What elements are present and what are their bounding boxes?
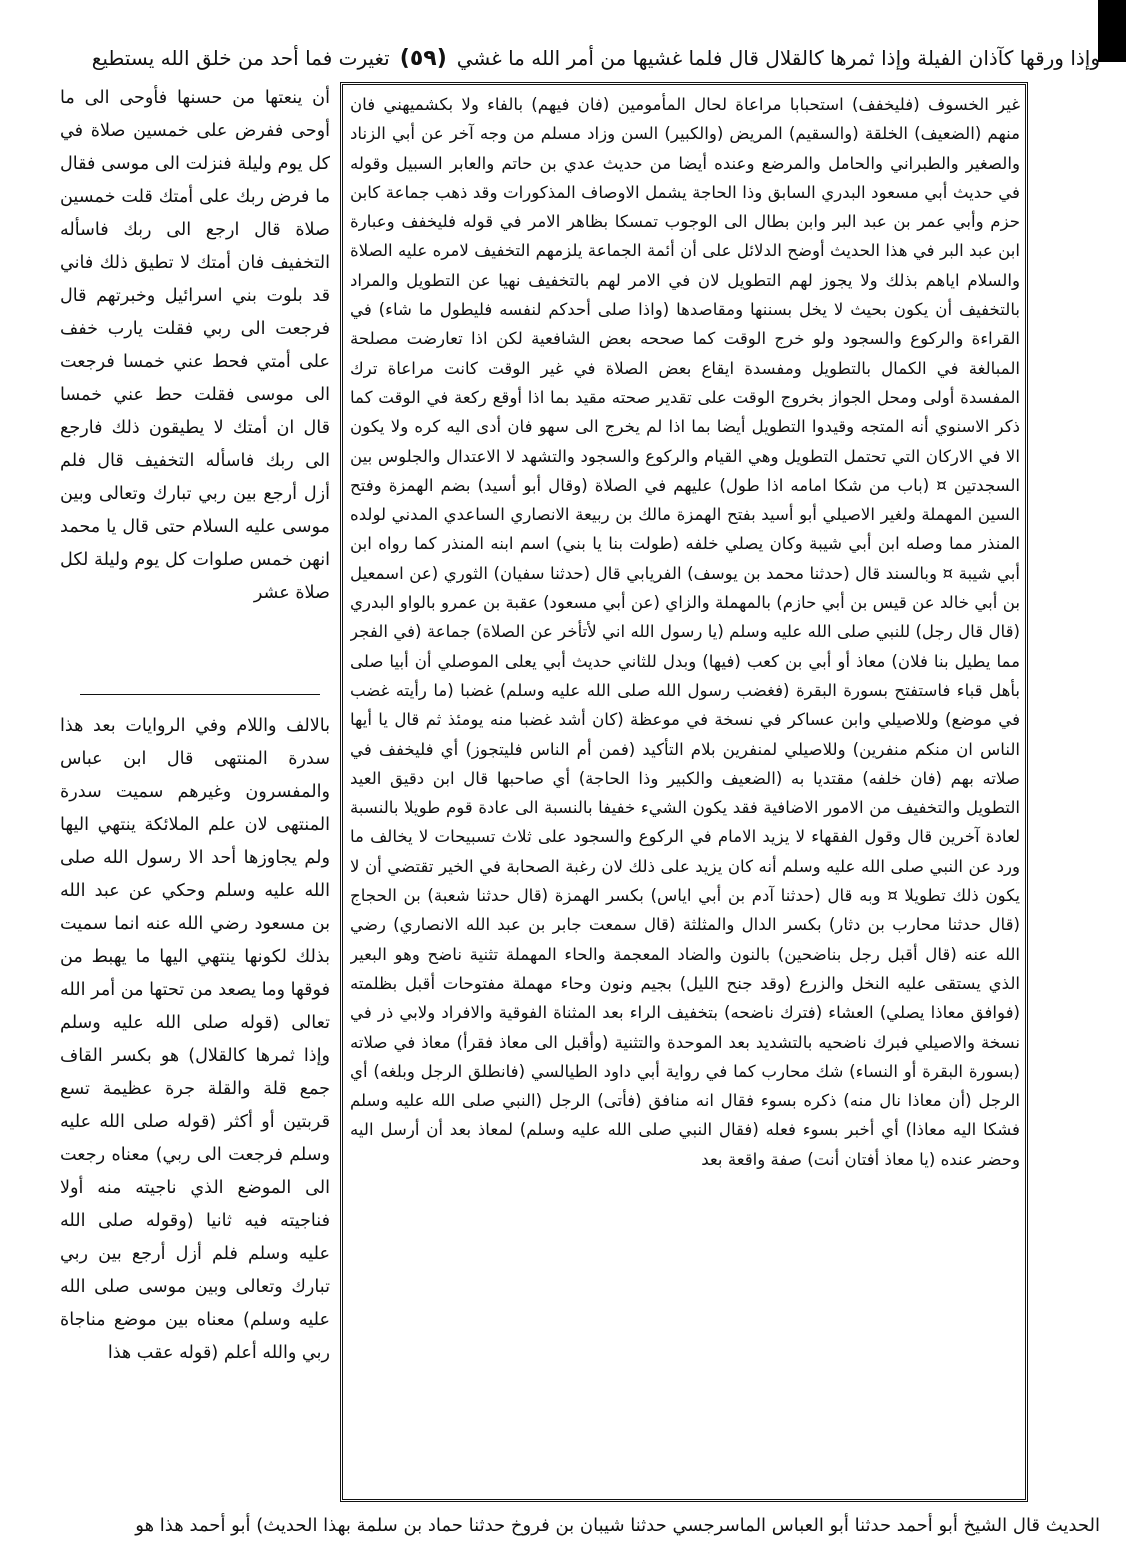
main-commentary [350, 90, 1020, 1490]
margin-hadith-paragraph: أن ينعتها من حسنها فأوحى الى ما أوحى ففرض على خمسين صلاة في كل يوم وليلة فنزلت الى موسى فقال ما فرض ربك على أمتك قلت خمسين صلاة قال ارجع الى ربك فاسأله التخفيف فان أمتك لا تطيق ذلك فاني قد بلوت بني اسرائيل وخبرتهم قال فرجعت الى ربي فقلت يارب خفف على أمتي فحط عني خمسا فرجعت الى موسى فقلت حط عني خمسا قال ان أمتك لا يطيقون ذلك فارجع الى ربك فاسأله التخفيف قال فلم أزل أرجع بين ربي تبارك وتعالى وبين موسى عليه السلام حتى قال يا محمد انهن خمس صلوات كل يوم وليلة لكل صلاة عشر [60, 88, 330, 603]
margin-commentary [60, 710, 330, 1500]
margin-hadith-text [60, 82, 330, 682]
main-commentary-text: غير الخسوف (فليخفف) استحبابا مراعاة لحال المأمومين (فان فيهم) بالفاء ولا بكشميهني فان منهم (الضعيف) الخلقة (والسقيم) المريض (والكبير) السن وزاد مسلم من وجه آخر عن أبي الزناد والصغير والطبراني والحامل والمرضع وعنده أيضا من حديث عدي بن حاتم والعابر السبيل وقوله في حديث أبي مسعود البدري السابق وذا الحاجة يشمل الاوصاف المذكورات وقد ذهب جماعة كابن حزم وأبي عمر بن عبد البر وابن بطال الى الوجوب تمسكا بظاهر الامر في قوله فليخفف وعبارة ابن عبد البر في هذا الحديث أوضح الدلائل على أن أئمة الجماعة يلزمهم التخفيف لامره عليه الصلاة والسلام اياهم بذلك ولا يجوز لهم التطويل لان في الامر لهم بالتخفيف نهيا عن التطويل والمراد بالتخفيف أن يكون بحيث لا يخل بسننها ومقاصدها (واذا صلى أحدكم لنفسه فليطول ما شاء) في القراءة والركوع والسجود ولو خرج الوقت كما صححه بعض الشافعية لكن اذا تعارضت مصلحة المبالغة في الكمال بالتطويل ومفسدة ايقاع بعض الصلاة في غير الوقت كانت مراعاة ترك المفسدة أولى ومحل الجواز بخروج الوقت على تقدير صحته مقيد بما اذا أوقع ركعة في الوقت كما ذكر الاسنوي أنه المتجه وقيدوا التطويل أيضا بما اذا لم يخرج الى سهو فان أدى اليه كره ولا يكون الا في الاركان التي تحتمل التطويل وهي القيام والركوع والسجود والتشهد لا الاعتدال والجلوس بين السجدتين ¤ (باب من شكا امامه اذا طول) عليهم في الصلاة (وقال أبو أسيد) بضم الهمزة وفتح السين المهملة ولغير الاصيلي أبو أسيد بفتح الهمزة مالك بن ربيعة الانصاري الساعدي المدني لولده المنذر مما وصله ابن أبي شيبة وكان يصلي خلفه (طولت بنا يا بني) اسم ابنه المنذر كما رواه ابن أبي شيبة ¤ وبالسند قال (حدثنا محمد بن يوسف) الفريابي قال (حدثنا سفيان) الثوري (عن اسمعيل بن أبي خالد عن قيس بن أبي حازم) بالمهملة والزاي (عن أبي مسعود) عقبة بن عمرو بالواو البدري (قال قال رجل) للنبي صلى الله عليه وسلم (يا رسول الله اني لأتأخر عن الصلاة) جماعة (في الفجر مما يطيل بنا فلان) معاذ أو أبي بن كعب (فيها) وبدل للثاني حديث أبي يعلى الموصلي أن أبيا صلى بأهل قباء فاستفتح بسورة البقرة (فغضب رسول الله صلى الله عليه وسلم) غضبا (ما رأيته غضب في موضع) وللاصيلي وابن عساكر في نسخة في موعظة (كان أشد غضبا منه يومئذ ثم قال يا أيها الناس ان منكم منفرين) وللاصيلي لمنفرين بلام التأكيد (فمن أم الناس فليتجوز) أي فليخفف في صلاته بهم (فان خلفه) مقتديا به (الضعيف والكبير وذا الحاجة) أي صاحبها قال ابن دقيق العيد التطويل والتخفيف من الامور الاضافية فقد يكون الشيء خفيفا بالنسبة الى عادة قوم طويلا بالنسبة لعادة آخرين قال وقول الفقهاء لا يزيد الامام في الركوع والسجود على ثلاث تسبيحات لا يخالف ما ورد عن النبي صلى الله عليه وسلم أنه كان يزيد على ذلك لان رغبة الصحابة في الخير تقتضي أن لا يكون ذلك تطويلا ¤ وبه قال (حدثنا آدم بن أبي اياس) بكسر الهمزة (قال حدثنا شعبة) بن الحجاج (قال حدثنا محارب بن دثار) بكسر الدال والمثلثة (قال سمعت جابر بن عبد الله الانصاري) رضي الله عنه (قال أقبل رجل بناضحين) بالنون والضاد المعجمة والحاء المهملة تثنية ناضح وهو البعير الذي يستقى عليه النخل والزرع (وقد جنح الليل) بجيم ونون وحاء مهملة مفتوحات أقبل بظلمته (فوافق معاذا يصلي) العشاء (فترك ناضحه) بتخفيف الراء بعد المثناة الفوقية والافراد ولابي ذر في نسخة والاصيلي فبرك ناضحيه بالتشديد بعد الموحدة والتثنية (وأقبل الى معاذ فقرأ) معاذ في صلاته (بسورة البقرة أو النساء) شك محارب كما في رواية أبي داود الطيالسي (فانطلق الرجل وبلغه) أي الرجل (أن معاذا نال منه) ذكره بسوء فقال انه منافق (فأتى) الرجل (النبي صلى الله عليه وسلم فشكا اليه معاذا) أي أخبر بسوء فعله (فقال النبي صلى الله عليه وسلم) لمعاذ بعد أن أرسل اليه وحضر عنده (يا معاذ أفتان أنت) صفة واقعة بعد [350, 95, 1020, 1169]
page-footer [60, 1508, 1100, 1544]
footer-text: الحديث قال الشيخ أبو أحمد حدثنا أبو العباس الماسرجسي حدثنا شيبان بن فروخ حدثنا حماد بن سلمة بهذا الحديث) أبو أحمد هذا هو [135, 1515, 1100, 1536]
margin-commentary-paragraph: بالالف واللام وفي الروايات بعد هذا سدرة المنتهى قال ابن عباس والمفسرون وغيرهم سميت سدرة المنتهى لان علم الملائكة ينتهي اليها ولم يجاوزها أحد الا رسول الله صلى الله عليه وسلم وحكي عن عبد الله بن مسعود رضي الله عنه انما سميت بذلك لكونها ينتهي اليها ما يهبط من فوقها وما يصعد من تحتها من أمر الله تعالى (قوله صلى الله عليه وسلم وإذا ثمرها كالقلال) هو بكسر القاف جمع قلة والقلة جرة عظيمة تسع قربتين أو أكثر (قوله صلى الله عليه وسلم فرجعت الى ربي) معناه رجعت الى الموضع الذي ناجيته منه أولا فناجيته فيه ثانيا (وقوله صلى الله عليه وسلم فلم أزل أرجع بين ربي تبارك وتعالى وبين موسى صلى الله عليه وسلم) معناه بين موضع مناجاة ربي والله أعلم (قوله عقب هذا [60, 716, 330, 1363]
header-text-right: وإذا ورقها كآذان الفيلة وإذا ثمرها كالقلال قال فلما غشيها من أمر الله ما غشي [456, 46, 1100, 70]
page-header [60, 38, 1100, 78]
header-text-left: تغيرت فما أحد من خلق الله يستطيع [91, 46, 390, 70]
margin-divider [80, 694, 320, 695]
page-number: (٥٩) [399, 45, 447, 71]
scan-edge-mark [1098, 0, 1126, 62]
